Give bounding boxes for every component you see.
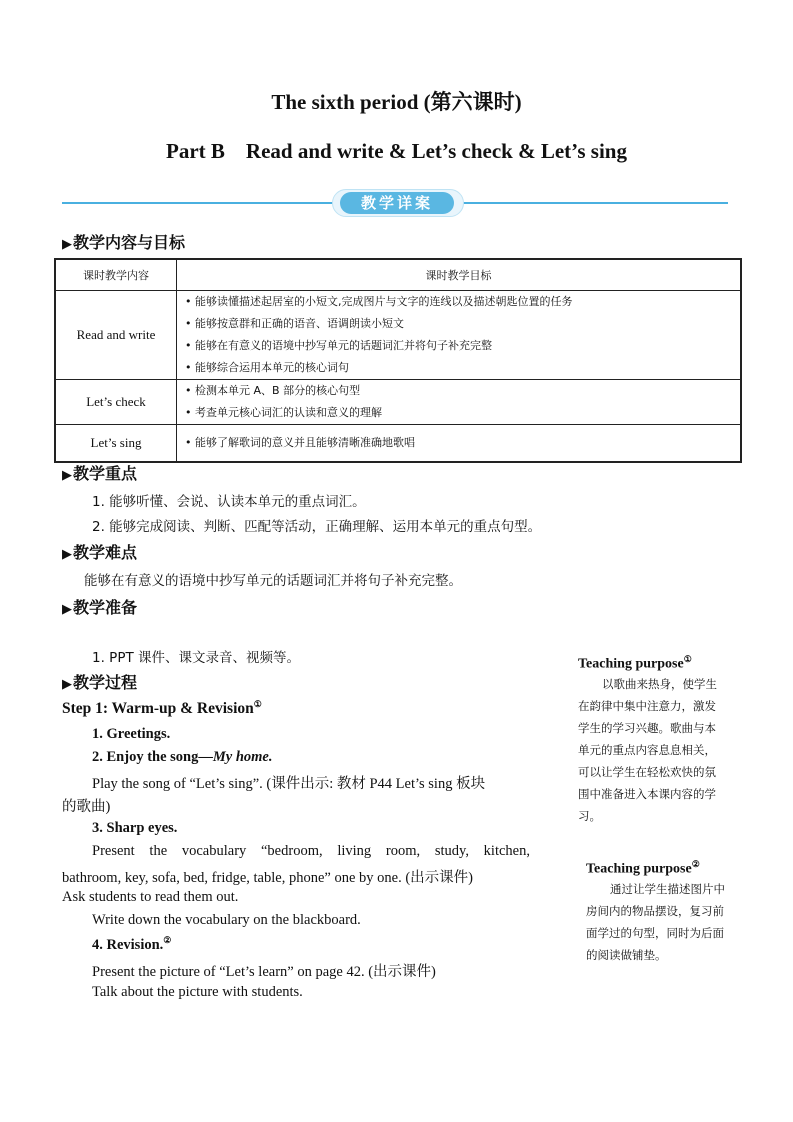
step1-item3: 3. Sharp eyes.	[92, 820, 178, 836]
goal-item: • 能够在有意义的语境中抄写单元的话题词汇并将句子补充完整	[185, 335, 732, 357]
section-content-goals: ▶教学内容与目标	[62, 233, 186, 252]
table-row	[55, 291, 741, 380]
goal-item: • 能够综合运用本单元的核心词句	[185, 357, 732, 379]
table-header-goals: 课时教学目标	[177, 259, 742, 291]
section-difficulties: ▶教学难点	[62, 543, 138, 562]
preparation-text: 1. PPT 课件、课文录音、视频等。	[92, 650, 300, 666]
step1-item1: 1. Greetings.	[92, 726, 171, 742]
key-point-1: 1. 能够听懂、会说、认读本单元的重点词汇。	[92, 494, 366, 510]
triangle-icon: ▶	[62, 547, 72, 562]
step1-item2-text-cont: 的歌曲)	[62, 799, 111, 815]
triangle-icon: ▶	[62, 237, 72, 252]
table-row	[55, 380, 741, 425]
step1-item3-text: Present the vocabulary “bedroom, living room, study, kitchen,	[92, 843, 530, 859]
page-title: The sixth period (第六课时)	[271, 90, 522, 114]
sidebar-heading: Teaching purpose①	[578, 654, 692, 672]
section-preparation: ▶教学准备	[62, 598, 138, 617]
goals-table	[54, 258, 742, 463]
row-goals	[177, 425, 742, 463]
row-content: Let’s check	[55, 380, 177, 425]
goal-item: • 能够了解歌词的意义并且能够清晰准确地歌唱	[185, 432, 732, 454]
difficulty-text: 能够在有意义的语境中抄写单元的话题词汇并将句子补充完整。	[84, 573, 462, 589]
sidebar-note-1	[578, 654, 750, 827]
goal-item: • 能够读懂描述起居室的小短文,完成图片与文字的连线以及描述朝匙位置的任务	[185, 291, 732, 313]
page-subtitle: Part B Read and write & Let’s check & Let’s sing	[166, 139, 627, 163]
row-goals	[177, 291, 742, 380]
step1-heading: Step 1: Warm-up & Revision①	[62, 699, 262, 718]
triangle-icon: ▶	[62, 677, 72, 692]
goal-item: • 能够按意群和正确的语音、语调朗读小短文	[185, 313, 732, 335]
step1-item2: 2. Enjoy the song—My home.	[92, 749, 273, 765]
table-row	[55, 425, 741, 463]
step1-item3-text-3: Ask students to read them out.	[62, 889, 239, 905]
key-point-2: 2. 能够完成阅读、判断、匹配等活动，正确理解、运用本单元的重点句型。	[92, 519, 542, 535]
step1-item4: 4. Revision.②	[92, 935, 172, 953]
banner-label: 教学详案	[340, 192, 454, 214]
section-key-points: ▶教学重点	[62, 464, 138, 483]
goal-item: • 考查单元核心词汇的认读和意义的理解	[185, 402, 732, 424]
step1-item2-text: Play the song of “Let’s sing”. (课件出示: 教材 P44 Let’s sing 板块	[92, 776, 486, 792]
step1-item4-text: Present the picture of “Let’s learn” on page 42. (出示课件)	[92, 964, 436, 980]
sidebar-heading: Teaching purpose②	[586, 859, 700, 877]
sidebar-note-2	[586, 859, 758, 966]
triangle-icon: ▶	[62, 602, 72, 617]
step1-item3-text-2: bathroom, key, sofa, bed, fridge, table, phone” one by one. (出示课件)	[62, 870, 473, 886]
sidebar-text: 通过让学生描述图片中 房间内的物品摆设，复习前 面学过的句型，同时为后面 的阅读做铺垫。	[586, 881, 725, 962]
row-goals	[177, 380, 742, 425]
step1-item4-text-2: Talk about the picture with students.	[92, 984, 303, 1000]
sidebar-text: 以歌曲来热身，使学生 在韵律中集中注意力，激发 学生的学习兴趣。歌曲与本 单元的重点内容息息相关， 可以让学生在轻松欢快的氛 围中准备进入本课内容的学 习。	[578, 676, 717, 823]
step1-item3-text-4: Write down the vocabulary on the blackboard.	[92, 912, 361, 928]
row-content: Let’s sing	[55, 425, 177, 463]
goal-item: • 检测本单元 A、B 部分的核心句型	[185, 380, 732, 402]
table-header-content: 课时教学内容	[55, 259, 177, 291]
triangle-icon: ▶	[62, 468, 72, 483]
section-process: ▶教学过程	[62, 673, 138, 692]
row-content: Read and write	[55, 291, 177, 380]
banner-line-left	[62, 202, 334, 204]
banner-line-right	[460, 202, 728, 204]
